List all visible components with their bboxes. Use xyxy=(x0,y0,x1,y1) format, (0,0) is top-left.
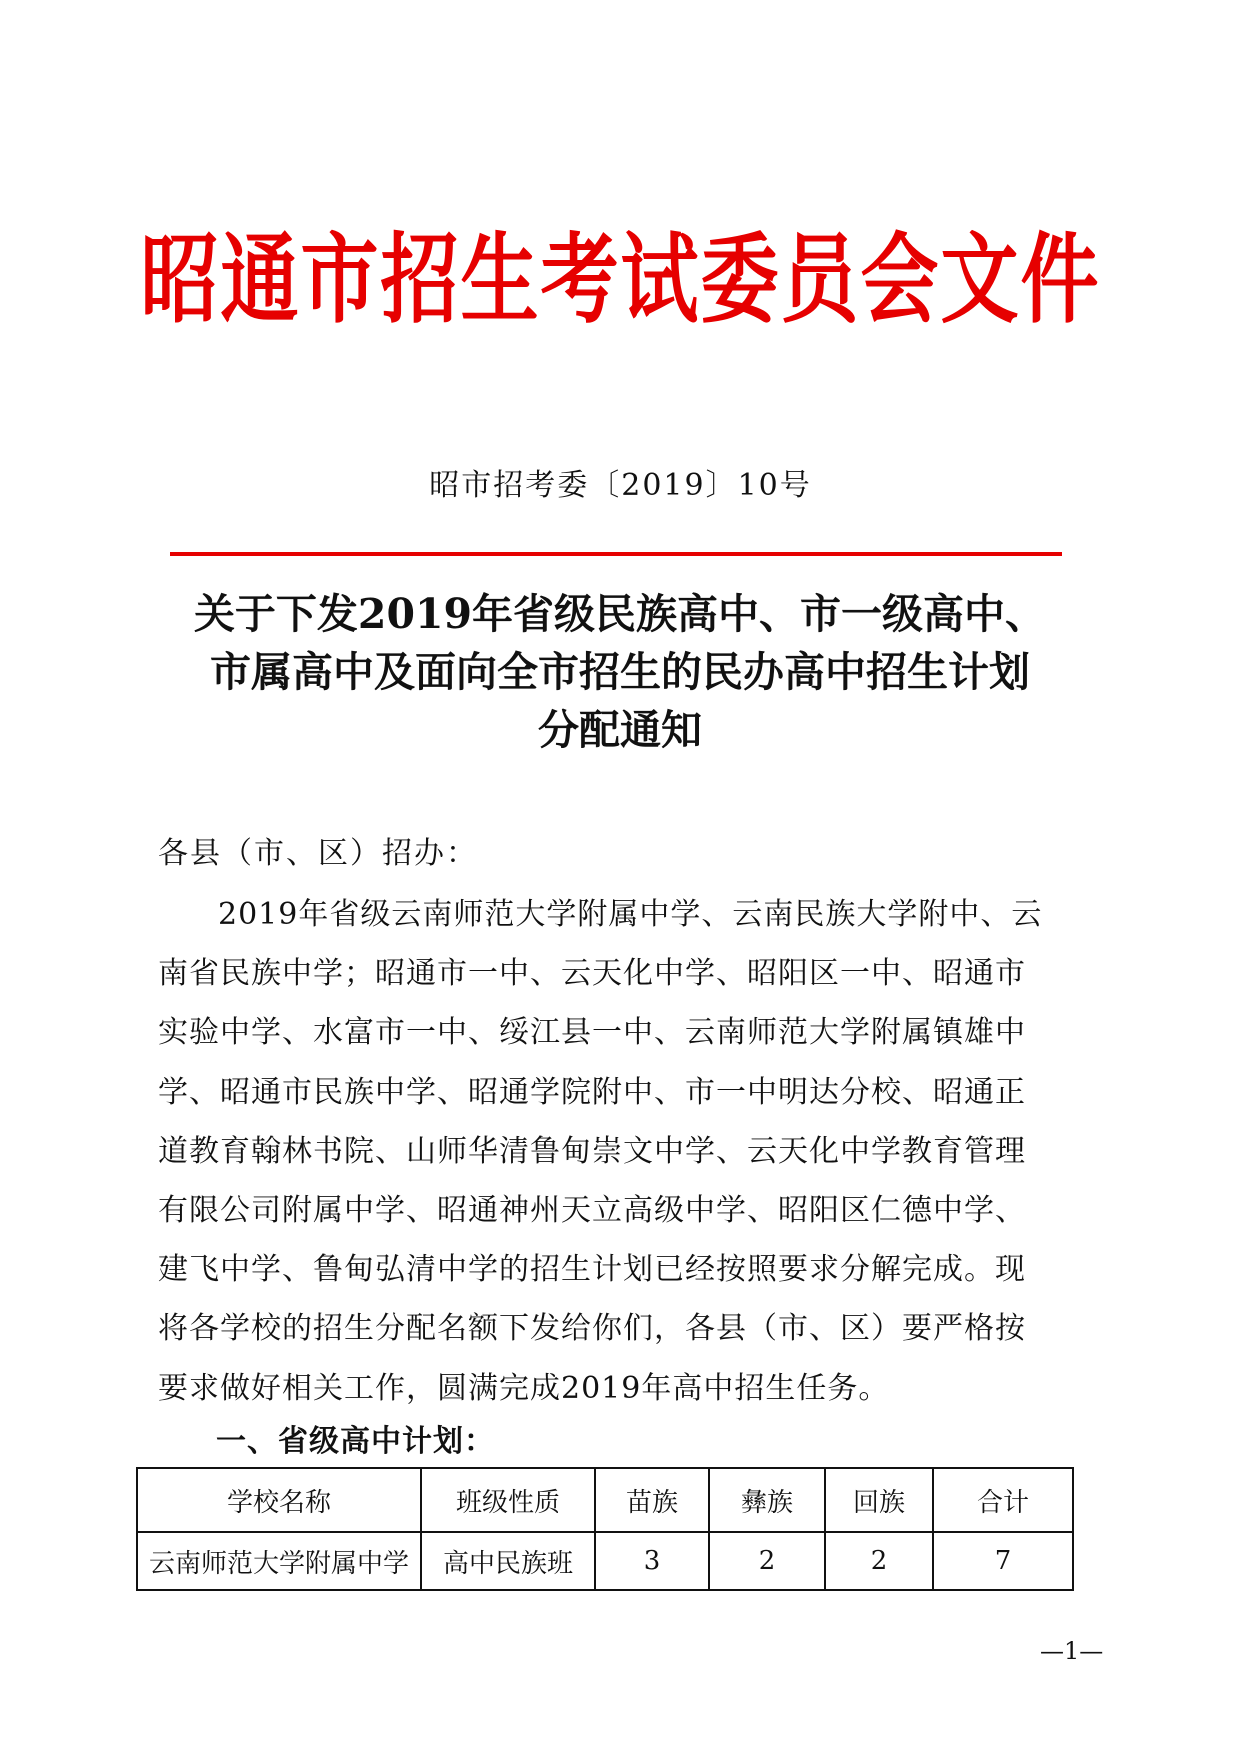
table-cell: 3 xyxy=(595,1532,709,1590)
table-cell: 高中民族班 xyxy=(421,1532,595,1590)
table-cell: 2 xyxy=(709,1532,825,1590)
page-number: —1— xyxy=(1040,1637,1104,1665)
body-line: 2019年省级云南师范大学附属中学、云南民族大学附中、云 xyxy=(218,897,1043,932)
title-line: 市属高中及面向全市招生的民办高中招生计划 xyxy=(210,648,1030,696)
table-cell: 云南师范大学附属中学 xyxy=(137,1532,421,1590)
title-line: 分配通知 xyxy=(538,706,702,754)
column-header: 班级性质 xyxy=(421,1468,595,1532)
column-header: 合计 xyxy=(933,1468,1073,1532)
body-line: 学、昭通市民族中学、昭通学院附中、市一中明达分校、昭通正 xyxy=(158,1074,1026,1110)
table-row xyxy=(137,1532,1073,1590)
body-line: 实验中学、水富市一中、绥江县一中、云南师范大学附属镇雄中 xyxy=(158,1015,1026,1051)
column-header: 学校名称 xyxy=(137,1468,421,1532)
enrollment-plan-table xyxy=(136,1467,1074,1591)
body-paragraph xyxy=(158,885,1088,1418)
table-header-row xyxy=(137,1468,1073,1532)
salutation: 各县（市、区）招办： xyxy=(158,836,478,871)
body-line: 要求做好相关工作，圆满完成2019年高中招生任务。 xyxy=(158,1370,890,1406)
column-header: 彝族 xyxy=(709,1468,825,1532)
document-number: 昭市招考委〔2019〕10号 xyxy=(429,468,812,503)
body-line: 建飞中学、鲁甸弘清中学的招生计划已经按照要求分解完成。现 xyxy=(158,1252,1026,1288)
body-line: 将各学校的招生分配名额下发给你们，各县（市、区）要严格按 xyxy=(158,1311,1026,1347)
document-title xyxy=(150,585,1090,759)
body-line: 南省民族中学；昭通市一中、云天化中学、昭阳区一中、昭通市 xyxy=(158,956,1026,992)
red-divider-line xyxy=(170,552,1062,556)
column-header: 回族 xyxy=(825,1468,933,1532)
body-line: 道教育翰林书院、山师华清鲁甸崇文中学、云天化中学教育管理 xyxy=(158,1133,1026,1169)
table-cell: 2 xyxy=(825,1532,933,1590)
title-line: 关于下发2019年省级民族高中、市一级高中、 xyxy=(193,590,1047,638)
section-heading: 一、省级高中计划： xyxy=(216,1424,495,1459)
column-header: 苗族 xyxy=(595,1468,709,1532)
document-masthead: 昭通市招生考试委员会文件 xyxy=(140,224,1101,338)
table-cell: 7 xyxy=(933,1532,1073,1590)
body-line: 有限公司附属中学、昭通神州天立高级中学、昭阳区仁德中学、 xyxy=(158,1193,1026,1229)
